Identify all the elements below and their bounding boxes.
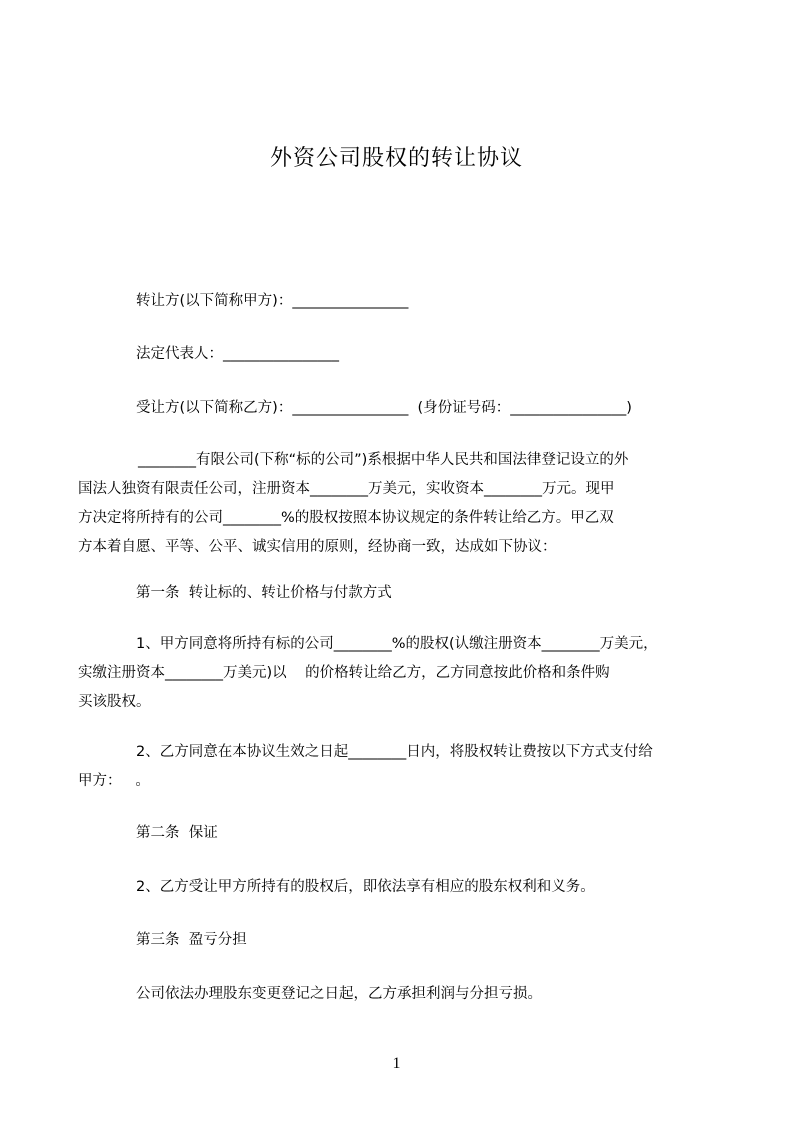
- article-1-item-1: [78, 630, 706, 717]
- article-1-item-1-line: 实缴注册资本________万美元)以 的价格转让给乙方，乙方同意按此价格和条件购: [78, 665, 610, 681]
- intro-line: 方本着自愿、平等、公平、诚实信用的原则，经协商一致，达成如下协议：: [78, 539, 557, 555]
- intro-line: ________有限公司(下称“标的公司”)系根据中华人民共和国法律登记设立的外: [138, 452, 629, 468]
- article-1-item-2: [78, 738, 706, 796]
- article-3-heading: 第三条 盈亏分担: [136, 932, 247, 948]
- article-1-item-1-line: 买该股权。: [78, 694, 151, 710]
- article-1-item-1-line: 1、甲方同意将所持有标的公司________%的股权(认缴注册资本________万美元，: [136, 636, 658, 652]
- intro-paragraph: [78, 446, 706, 562]
- transferor-line: 转让方(以下简称甲方)：________________: [136, 293, 409, 309]
- article-3-text: 公司依法办理股东变更登记之日起，乙方承担利润与分担亏损。: [136, 986, 542, 1002]
- intro-line: 方决定将所持有的公司________%的股权按照本协议规定的条件转让给乙方。甲乙双: [78, 510, 614, 526]
- legal-representative-line: 法定代表人：________________: [136, 346, 339, 362]
- transferee-line: 受让方(以下简称乙方)：________________ (身份证号码：________________): [136, 400, 632, 416]
- document-title: 外资公司股权的转让协议: [269, 146, 523, 171]
- page-number: 1: [392, 1055, 401, 1072]
- intro-line: 国法人独资有限责任公司，注册资本________万美元，实收资本________万元。现甲: [78, 481, 615, 497]
- article-2-heading: 第二条 保证: [136, 825, 218, 841]
- article-1-item-2-line: 2、乙方同意在本协议生效之日起________日内，将股权转让费按以下方式支付给: [136, 744, 653, 760]
- article-1-item-2-line: 甲方： 。: [78, 773, 150, 789]
- article-2-item-2: 2、乙方受让甲方所持有的股权后，即依法享有相应的股东权利和义务。: [136, 879, 595, 895]
- article-1-heading: 第一条 转让标的、转让价格与付款方式: [136, 585, 392, 601]
